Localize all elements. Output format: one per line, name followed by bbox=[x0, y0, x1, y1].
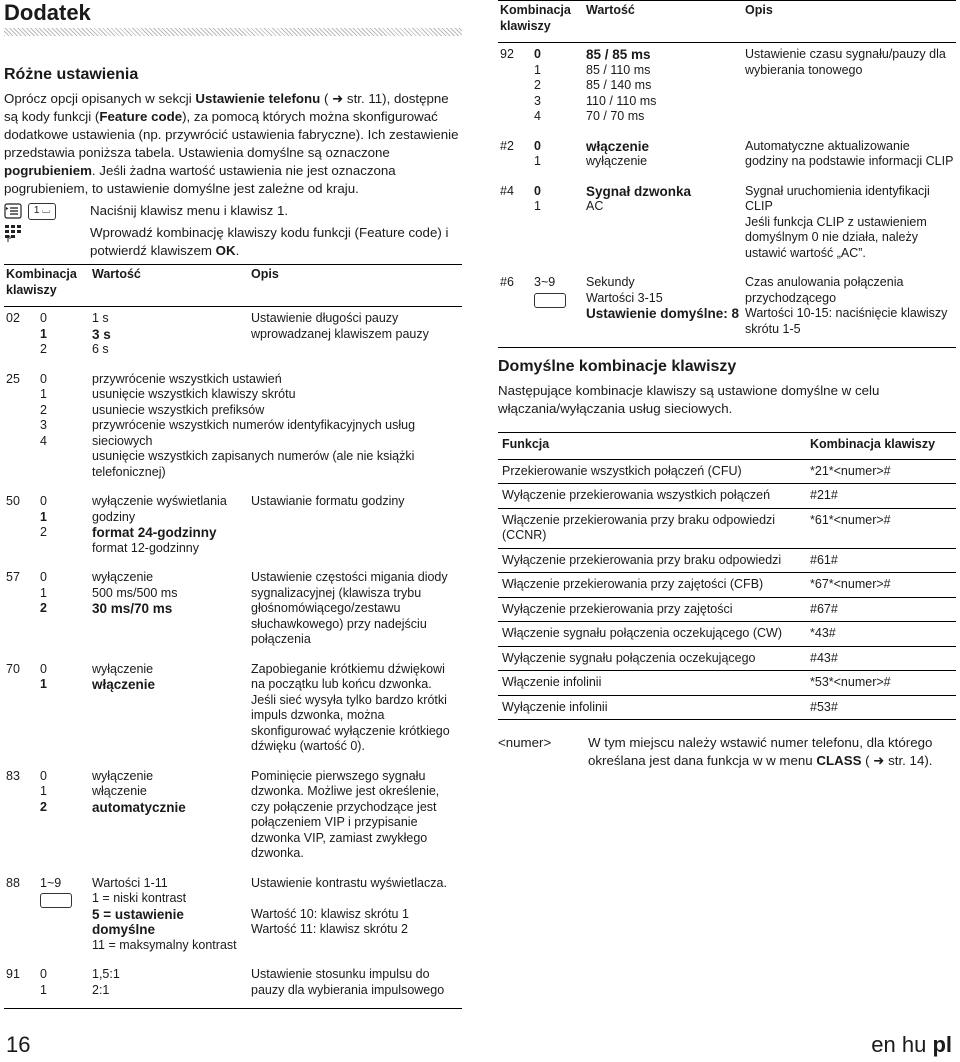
desc-line: Jeśli funkcja CLIP z ustawieniem domyślnym 0 nie działa, należy ustawić wartość „AC”. bbox=[745, 214, 927, 260]
func-combo: *43# bbox=[810, 626, 836, 640]
right-column bbox=[498, 0, 956, 770]
combo-inner bbox=[500, 139, 582, 170]
func-header-combo: Kombinacja klawiszy bbox=[810, 437, 936, 451]
combo-cell bbox=[4, 490, 90, 566]
value-item: AC bbox=[586, 199, 604, 213]
combo-code: 02 bbox=[6, 311, 20, 325]
desc-line: Ustawienie stosunku impulsu do pauzy dla wybierania impulsowego bbox=[251, 967, 445, 997]
func-row bbox=[498, 597, 956, 622]
value-item: format 12-godzinny bbox=[92, 540, 200, 555]
feature-code-table-left bbox=[4, 264, 462, 1009]
note-text-part: W tym miejscu należy wstawić numer telefonu, dla którego określana jest dana funkcja w w menu bbox=[588, 735, 933, 768]
step-keys bbox=[4, 202, 90, 220]
desc-line: Pominięcie pierwszego sygnału dzwonka. Możliwe jest określenie, czy połączenie przychodzące jest połączeniem VIP i przypisanie dzwonka VIP, zamiast zwykłego dzwonka. bbox=[251, 768, 440, 860]
header-value: Wartość bbox=[586, 3, 635, 17]
value-item: usunięcie wszystkich zapisanych numerów (ale nie książki telefonicznej) bbox=[92, 449, 415, 479]
func-row bbox=[498, 548, 956, 573]
combo-sub: 0 bbox=[534, 183, 541, 198]
value-item: 85 / 140 ms bbox=[586, 78, 652, 92]
value-cell bbox=[90, 963, 249, 1009]
title-divider bbox=[4, 28, 462, 36]
combo-sub: 1 bbox=[40, 387, 47, 401]
value-item: 6 s bbox=[92, 342, 109, 356]
step-keypad bbox=[4, 224, 462, 260]
desc-cell bbox=[249, 566, 462, 658]
table-row bbox=[498, 180, 956, 272]
value-item: włączenie bbox=[586, 138, 650, 154]
combo-code: #2 bbox=[500, 138, 514, 153]
combo-code: #4 bbox=[500, 183, 514, 198]
func-combo: *53*<numer># bbox=[810, 675, 891, 689]
func-combo: #67# bbox=[810, 601, 838, 616]
combo-inner bbox=[6, 372, 88, 450]
combo-inner bbox=[500, 47, 582, 125]
value-item: 11 = maksymalny kontrast bbox=[92, 937, 237, 952]
combo-inner bbox=[500, 275, 582, 308]
combo-sub: 1 bbox=[534, 199, 541, 213]
intro-bold: pogrubieniem bbox=[4, 163, 92, 178]
value-item: 3 s bbox=[92, 326, 111, 342]
func-name: Wyłączenie infolinii bbox=[502, 699, 608, 714]
combo-inner bbox=[6, 494, 88, 541]
func-combo: *21*<numer># bbox=[810, 463, 891, 478]
section2-intro: Następujące kombinacje klawiszy są ustawione domyślne w celu włączania/wyłączania usług sieciowych. bbox=[498, 383, 880, 416]
value-cell bbox=[584, 180, 743, 272]
step-text-part: Wprowadź kombinację klawiszy kodu funkcji (Feature code) i potwierdź klawiszem bbox=[90, 225, 449, 258]
combo-code: #6 bbox=[500, 275, 514, 289]
desc-line: Sygnał uruchomienia identyfikacji CLIP bbox=[745, 183, 930, 213]
lang-other: en hu bbox=[871, 1032, 933, 1057]
value-item: wyłączenie bbox=[586, 154, 648, 168]
combo-cell bbox=[4, 658, 90, 765]
table-row bbox=[4, 307, 462, 368]
combo-subs bbox=[40, 662, 47, 693]
value-cell bbox=[584, 43, 743, 135]
combo-inner bbox=[6, 876, 88, 909]
ok-key-label: OK bbox=[215, 243, 236, 258]
func-name: Włączenie przekierowania przy zajętości (CFB) bbox=[502, 577, 764, 591]
func-header-function: Funkcja bbox=[502, 437, 550, 451]
value-item: usuniecie wszystkich prefiksów bbox=[92, 402, 265, 417]
value-cell bbox=[90, 872, 249, 964]
desc-line: Wartości 10-15: naciśnięcie klawiszy skrótu 1-5 bbox=[745, 306, 948, 336]
value-item: 85 / 85 ms bbox=[586, 47, 651, 62]
func-row bbox=[498, 671, 956, 696]
step-text bbox=[90, 224, 462, 260]
value-item: usunięcie wszystkich klawiszy skrótu bbox=[92, 387, 296, 401]
func-row bbox=[498, 695, 956, 720]
value-item: format 24-godzinny bbox=[92, 525, 217, 540]
combo-sub: 2 bbox=[40, 342, 47, 356]
combo-sub: 2 bbox=[40, 799, 47, 814]
desc-cell bbox=[743, 135, 956, 180]
desc-line: Ustawienie czasu sygnału/pauzy dla wybierania tonowego bbox=[745, 47, 946, 77]
desc-cell bbox=[249, 765, 462, 872]
desc-line: Ustawienie kontrastu wyświetlacza. bbox=[251, 875, 447, 890]
value-item: 1,5:1 bbox=[92, 967, 120, 981]
combo-cell bbox=[498, 135, 584, 180]
combo-sub: 1 bbox=[40, 509, 47, 524]
combo-cell bbox=[4, 368, 90, 491]
func-name: Przekierowanie wszystkich połączeń (CFU) bbox=[502, 463, 742, 478]
combo-sub: 1 bbox=[534, 154, 541, 168]
value-cell bbox=[90, 490, 249, 566]
desc-line: Zapobieganie krótkiemu dźwiękowi na początku lub końcu dzwonka. Jeśli sieć wysyła tylko bardzo krótki impuls dzwonka, można skonfigurować wyłączenie krótkiego dźwięku (wartość 0). bbox=[251, 661, 450, 753]
intro-bold: Ustawienie telefonu bbox=[195, 91, 321, 106]
func-combo: #43# bbox=[810, 650, 838, 665]
desc-cell bbox=[249, 490, 462, 566]
value-item: Sygnał dzwonka bbox=[586, 183, 692, 199]
combo-sub: 2 bbox=[40, 402, 47, 417]
func-combo: #21# bbox=[810, 488, 838, 502]
header-value: Wartość bbox=[92, 267, 141, 281]
step-text: Naciśnij klawisz menu i klawisz 1. bbox=[90, 203, 289, 218]
combo-sub: 0 bbox=[40, 570, 47, 584]
combo-code: 25 bbox=[6, 371, 20, 386]
value-item: Ustawienie domyślne: 8 bbox=[586, 306, 740, 321]
value-item: automatycznie bbox=[92, 799, 186, 815]
desc-line: Wartość 10: klawisz skrótu 1 bbox=[251, 906, 409, 921]
value-item: wyłączenie wyświetlania godziny bbox=[92, 494, 227, 524]
value-item: wyłączenie bbox=[92, 570, 154, 584]
menu-key-icon bbox=[4, 202, 22, 220]
value-cell bbox=[584, 135, 743, 180]
func-header-row bbox=[498, 433, 956, 460]
combo-code: 91 bbox=[6, 967, 20, 981]
value-item: wyłączenie bbox=[92, 768, 154, 783]
combo-inner bbox=[6, 570, 88, 617]
value-cell bbox=[584, 271, 743, 348]
value-cell bbox=[90, 368, 462, 491]
value-item: 85 / 110 ms bbox=[586, 62, 651, 77]
combo-sub: 0 bbox=[534, 138, 541, 153]
desc-line bbox=[251, 891, 460, 907]
combo-code: 57 bbox=[6, 570, 20, 584]
left-column bbox=[4, 0, 462, 1009]
intro-text: ), za pomocą których można skonfigurować dodatkowe ustawienia (np. przywrócić ustawienia fabryczne). Ich zestawienie przedstawia poniższa tabela. Ustawienia domyślne są oznaczone bbox=[4, 109, 459, 160]
step-menu bbox=[4, 202, 462, 220]
desc-line: Ustawianie formatu godziny bbox=[251, 494, 405, 508]
func-name: Wyłączenie sygnału połączenia oczekującego bbox=[502, 650, 756, 665]
combo-sub: 3 bbox=[534, 93, 541, 108]
combo-inner bbox=[6, 769, 88, 816]
note-class-label: CLASS bbox=[816, 753, 862, 768]
numer-note bbox=[498, 734, 956, 770]
value-item: Wartości 1-11 bbox=[92, 875, 168, 890]
desc-cell bbox=[249, 872, 462, 964]
combo-cell bbox=[4, 963, 90, 1009]
table-header-row bbox=[4, 265, 462, 307]
combo-sub: 0 bbox=[40, 494, 47, 508]
key-1-icon: 1 ⌴ bbox=[28, 203, 56, 220]
func-row bbox=[498, 459, 956, 484]
combo-subs bbox=[534, 139, 541, 170]
value-item: Sekundy bbox=[586, 275, 635, 289]
combo-inner bbox=[6, 662, 88, 693]
desc-line: Ustawienie częstości migania diody sygnalizacyjnej (klawisza trybu głośnomówiącego/zestawu słuchawkowego) przy nadejściu połączenia bbox=[251, 570, 448, 646]
combo-sub: 1 bbox=[40, 677, 47, 691]
intro-bold: Feature code bbox=[99, 109, 183, 124]
table-row bbox=[4, 963, 462, 1009]
desc-cell bbox=[249, 963, 462, 1009]
note-text bbox=[588, 734, 956, 770]
display-box-icon bbox=[534, 293, 566, 308]
combo-cell bbox=[498, 180, 584, 272]
language-indicator bbox=[871, 1032, 952, 1058]
table-row bbox=[4, 368, 462, 491]
combo-sub: 2 bbox=[40, 601, 47, 615]
table-row bbox=[498, 135, 956, 180]
combo-subs bbox=[40, 876, 72, 909]
func-combo: *61*<numer># bbox=[810, 512, 891, 527]
intro-text: . Jeśli żadna wartość ustawienia nie jest oznaczona pogrubieniem, to ustawienie domyślne jest zależne od kraju. bbox=[4, 163, 396, 196]
value-item: 110 / 110 ms bbox=[586, 93, 657, 108]
combo-sub: 4 bbox=[534, 109, 541, 123]
value-cell bbox=[90, 566, 249, 658]
combo-subs bbox=[534, 184, 541, 215]
combo-subs bbox=[40, 311, 47, 358]
func-row bbox=[498, 573, 956, 598]
table-row bbox=[4, 566, 462, 658]
default-combos-table bbox=[498, 432, 956, 720]
combo-code: 50 bbox=[6, 494, 20, 508]
func-name: Wyłączenie przekierowania przy braku odpowiedzi bbox=[502, 552, 782, 567]
value-cell bbox=[90, 765, 249, 872]
combo-sub: 3 bbox=[40, 418, 47, 432]
func-name: Włączenie sygnału połączenia oczekującego (CW) bbox=[502, 626, 782, 640]
table-header-row bbox=[498, 1, 956, 43]
combo-sub: 1 bbox=[40, 982, 47, 997]
desc-line: Wartość 11: klawisz skrótu 2 bbox=[251, 922, 408, 936]
page-title: Dodatek bbox=[4, 0, 91, 25]
value-item: 500 ms/500 ms bbox=[92, 585, 178, 600]
func-name: Włączenie przekierowania przy braku odpowiedzi (CCNR) bbox=[502, 512, 776, 542]
lang-current: pl bbox=[932, 1032, 952, 1057]
value-item: włączenie bbox=[92, 784, 147, 798]
combo-sub: 0 bbox=[40, 371, 47, 386]
table-row bbox=[4, 872, 462, 964]
note-text-part: ( ➜ str. 14). bbox=[861, 753, 933, 768]
combo-sub: 2 bbox=[40, 525, 47, 539]
func-row bbox=[498, 622, 956, 647]
combo-sub: 4 bbox=[40, 433, 47, 448]
combo-sub: 0 bbox=[40, 661, 47, 676]
header-desc: Opis bbox=[745, 3, 773, 17]
value-item: przywrócenie wszystkich ustawień bbox=[92, 371, 282, 386]
combo-inner bbox=[500, 184, 582, 215]
page-number: 16 bbox=[6, 1032, 31, 1057]
display-box-icon bbox=[40, 893, 72, 908]
value-item: Wartości 3-15 bbox=[586, 290, 663, 305]
combo-cell bbox=[4, 566, 90, 658]
section-title-misc-settings: Różne ustawienia bbox=[4, 66, 139, 83]
header-combo: Kombinacja klawiszy bbox=[6, 267, 77, 297]
intro-text: Oprócz opcji opisanych w sekcji bbox=[4, 91, 196, 106]
combo-code: 88 bbox=[6, 875, 20, 890]
combo-sub: 0 bbox=[40, 311, 47, 325]
intro-text: ( ➜ str. 11), dostępne są kody funkcji ( bbox=[4, 91, 449, 124]
combo-subs bbox=[40, 494, 47, 541]
note-key: <numer> bbox=[498, 735, 552, 750]
combo-subs bbox=[40, 372, 47, 450]
combo-cell bbox=[4, 307, 90, 368]
table-row bbox=[498, 43, 956, 135]
table-row bbox=[4, 658, 462, 765]
keypad-icon bbox=[4, 224, 22, 242]
combo-sub: 0 bbox=[40, 768, 47, 783]
combo-subs bbox=[40, 570, 47, 617]
value-item: przywrócenie wszystkich numerów identyfikacyjnych usług sieciowych bbox=[92, 418, 416, 448]
value-item: 1 s bbox=[92, 311, 109, 325]
func-combo: #61# bbox=[810, 552, 838, 567]
combo-sub: 1 bbox=[40, 784, 47, 798]
combo-sub: 2 bbox=[534, 78, 541, 92]
combo-sub: 3~9 bbox=[534, 275, 556, 289]
desc-cell bbox=[743, 180, 956, 272]
combo-cell bbox=[498, 271, 584, 348]
desc-cell bbox=[249, 307, 462, 368]
header-desc: Opis bbox=[251, 267, 279, 281]
combo-sub: 1 bbox=[534, 62, 541, 77]
func-row bbox=[498, 646, 956, 671]
func-row bbox=[498, 508, 956, 548]
desc-cell bbox=[743, 43, 956, 135]
step-text-part: . bbox=[235, 243, 240, 258]
value-cell bbox=[90, 307, 249, 368]
desc-line: Czas anulowania połączenia przychodzącego bbox=[745, 275, 904, 305]
combo-code: 70 bbox=[6, 661, 20, 676]
desc-cell bbox=[743, 271, 956, 348]
intro-paragraph bbox=[4, 90, 462, 198]
desc-cell bbox=[249, 658, 462, 765]
combo-inner bbox=[6, 311, 88, 358]
value-item: 1 = niski kontrast bbox=[92, 891, 187, 905]
combo-sub: 1~9 bbox=[40, 875, 62, 890]
table-row bbox=[4, 490, 462, 566]
desc-line: Ustawienie długości pauzy wprowadzanej klawiszem pauzy bbox=[251, 311, 429, 341]
value-item: 30 ms/70 ms bbox=[92, 601, 173, 616]
value-item: wyłączenie bbox=[92, 661, 154, 676]
combo-code: 92 bbox=[500, 47, 514, 61]
func-row bbox=[498, 484, 956, 509]
combo-inner bbox=[6, 967, 88, 998]
value-item: 2:1 bbox=[92, 982, 110, 997]
section-title-default-combos: Domyślne kombinacje klawiszy bbox=[498, 358, 737, 375]
combo-subs bbox=[40, 769, 47, 816]
combo-sub: 1 bbox=[40, 585, 47, 600]
desc-line: Automatyczne aktualizowanie godziny na podstawie informacji CLIP bbox=[745, 138, 954, 168]
func-name: Wyłączenie przekierowania przy zajętości bbox=[502, 601, 733, 616]
step-keys bbox=[4, 224, 90, 242]
header-combo: Kombinacja klawiszy bbox=[500, 3, 571, 33]
value-item: włączenie bbox=[92, 677, 156, 692]
feature-code-table-right bbox=[498, 0, 956, 348]
combo-subs bbox=[40, 967, 47, 998]
table-row bbox=[4, 765, 462, 872]
value-cell bbox=[90, 658, 249, 765]
func-combo: *67*<numer># bbox=[810, 577, 891, 591]
value-item: 70 / 70 ms bbox=[586, 109, 645, 123]
combo-cell bbox=[498, 43, 584, 135]
combo-subs bbox=[534, 47, 541, 125]
combo-cell bbox=[4, 765, 90, 872]
combo-code: 83 bbox=[6, 768, 20, 783]
func-name: Wyłączenie przekierowania wszystkich połączeń bbox=[502, 488, 771, 502]
value-item: 5 = ustawienie domyślne bbox=[92, 906, 184, 937]
combo-sub: 0 bbox=[534, 47, 541, 61]
combo-subs bbox=[534, 275, 566, 308]
func-name: Włączenie infolinii bbox=[502, 675, 602, 689]
table-row bbox=[498, 271, 956, 348]
combo-sub: 0 bbox=[40, 967, 47, 981]
func-combo: #53# bbox=[810, 699, 838, 714]
combo-sub: 1 bbox=[40, 326, 47, 341]
combo-cell bbox=[4, 872, 90, 964]
